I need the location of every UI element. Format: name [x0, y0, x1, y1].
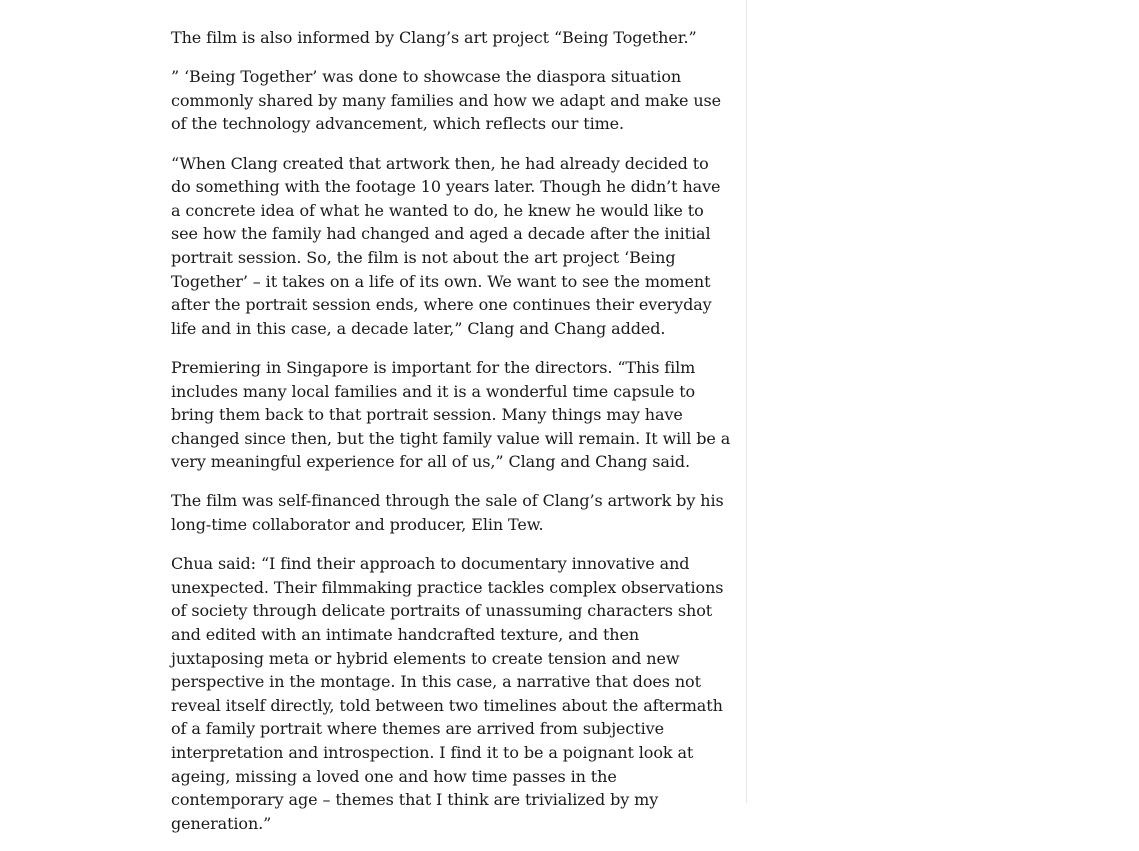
right-sidebar	[748, 0, 1139, 803]
article-paragraph: Chua said: “I find their approach to documentary innovative and unexpected. Their filmmaking practice tackles complex observations of society through delicate portraits of unassuming characters shot and edited with an intimate handcrafted texture, and then juxtaposing meta or hybrid elements to create tension and new perspective in the montage. In this case, a narrative that does not reveal itself directly, told between two timelines about the aftermath of a family portrait where themes are arrived from subjective interpretation and introspection. I find it to be a poignant look at ageing, missing a loved one and how time passes in the contemporary age – themes that I think are trivialized by my generation.”	[171, 554, 724, 833]
article-paragraph: Premiering in Singapore is important for the directors. “This film includes many local families and it is a wonderful time capsule to bring them back to that portrait session. Many things may have changed since then, but the tight family value will remain. It will be a very meaningful experience for all of us,” Clang and Chang said.	[171, 357, 731, 472]
article-paragraph: ” ‘Being Together’ was done to showcase the diaspora situation commonly shared by many families and how we adapt and make use of the technology advancement, which reflects our time.	[171, 67, 722, 134]
article-paragraph: The film is also informed by Clang’s art project “Being Together.”	[171, 28, 697, 47]
article-paragraph: The film was self-financed through the sale of Clang’s artwork by his long-time collaborator and producer, Elin Tew.	[171, 491, 724, 535]
article-body	[171, 26, 731, 851]
article-paragraph: “When Clang created that artwork then, he had already decided to do something with the footage 10 years later. Though he didn’t have a concrete idea of what he wanted to do, he knew he would like to see how the family had changed and aged a decade after the initial portrait session. So, the film is not about the art project ‘Being Together’ – it takes on a life of its own. We want to see the moment after the portrait session ends, where one continues their everyday life and in this case, a decade later,” Clang and Chang added.	[171, 153, 721, 338]
